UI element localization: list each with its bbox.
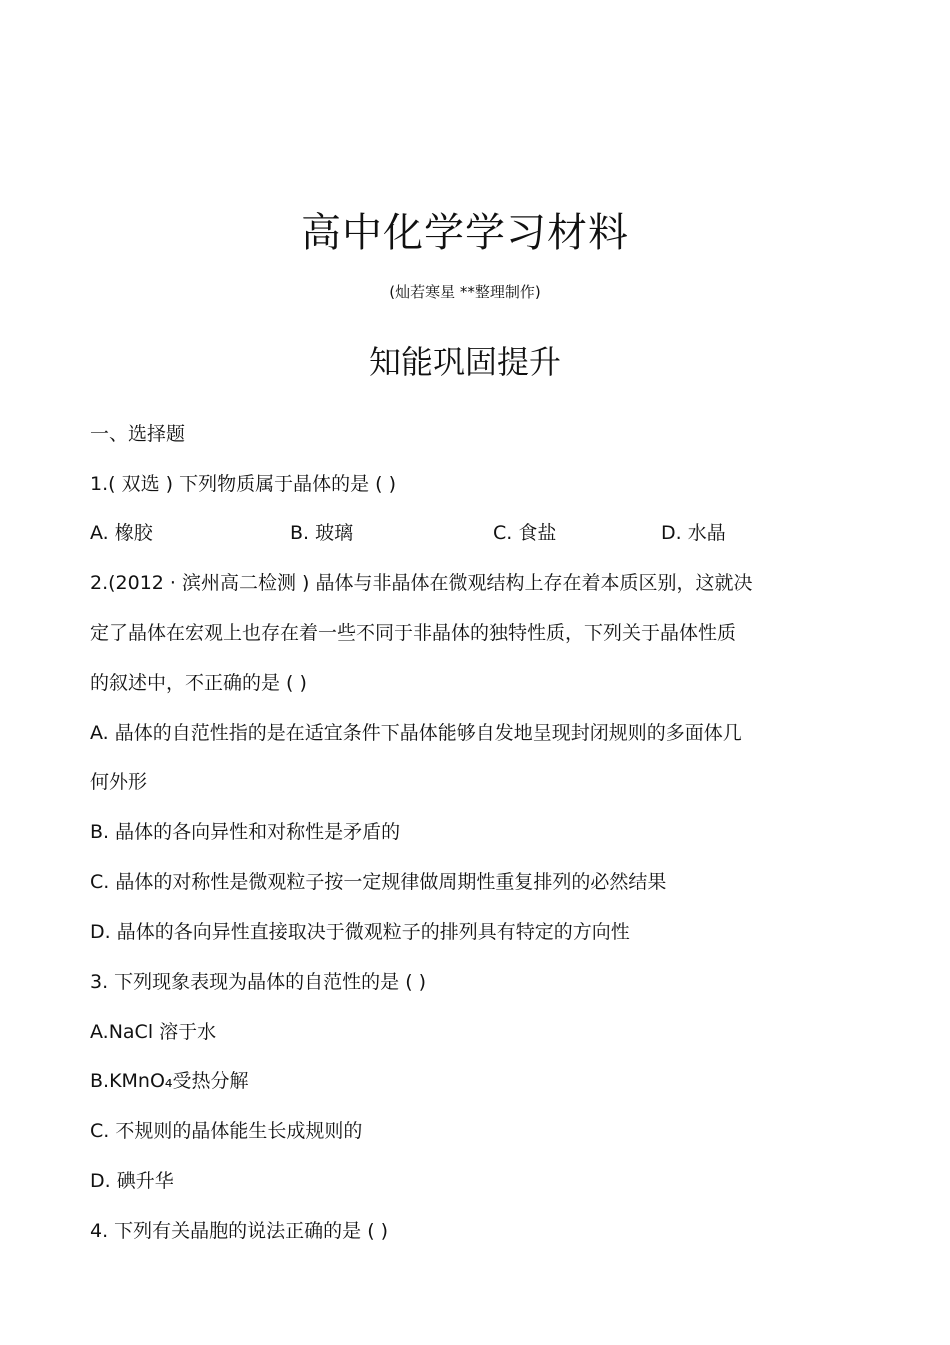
question-1-option-b: B. 玻璃 [290, 522, 354, 544]
question-3-option-d: D. 碘升华 [90, 1170, 174, 1192]
section-heading: 一、选择题 [90, 423, 186, 445]
credit-line: (灿若寒星 **整理制作) [389, 283, 541, 301]
question-2-option-a-continued: 何外形 [90, 771, 148, 793]
question-4-stem: 4. 下列有关晶胞的说法正确的是 ( ) [90, 1220, 389, 1242]
question-2-stem-line-3: 的叙述中，不正确的是 ( ) [90, 672, 307, 694]
page-title: 高中化学学习材料 [301, 210, 629, 256]
question-1-stem: 1.( 双选 ) 下列物质属于晶体的是 ( ) [90, 473, 396, 495]
question-1-option-d: D. 水晶 [661, 522, 726, 544]
question-3-stem: 3. 下列现象表现为晶体的自范性的是 ( ) [90, 971, 427, 993]
question-1-option-a: A. 橡胶 [90, 522, 153, 544]
question-3-option-a: A.NaCl 溶于水 [90, 1021, 217, 1043]
question-2-stem-line-2: 定了晶体在宏观上也存在着一些不同于非晶体的独特性质，下列关于晶体性质 [90, 622, 737, 644]
question-1-option-c: C. 食盐 [493, 522, 557, 544]
question-3-option-b: B.KMnO₄受热分解 [90, 1070, 249, 1092]
question-3-option-c: C. 不规则的晶体能生长成规则的 [90, 1120, 363, 1142]
question-2-option-c: C. 晶体的对称性是微观粒子按一定规律做周期性重复排列的必然结果 [90, 871, 667, 893]
page-subtitle: 知能巩固提升 [368, 343, 561, 381]
question-2-option-d: D. 晶体的各向异性直接取决于微观粒子的排列具有特定的方向性 [90, 921, 630, 943]
question-2-option-a: A. 晶体的自范性指的是在适宜条件下晶体能够自发地呈现封闭规则的多面体几 [90, 722, 742, 744]
question-2-option-b: B. 晶体的各向异性和对称性是矛盾的 [90, 821, 401, 843]
question-2-stem-line-1: 2.(2012 · 滨州高二检测 ) 晶体与非晶体在微观结构上存在着本质区别，这就决 [90, 572, 753, 594]
